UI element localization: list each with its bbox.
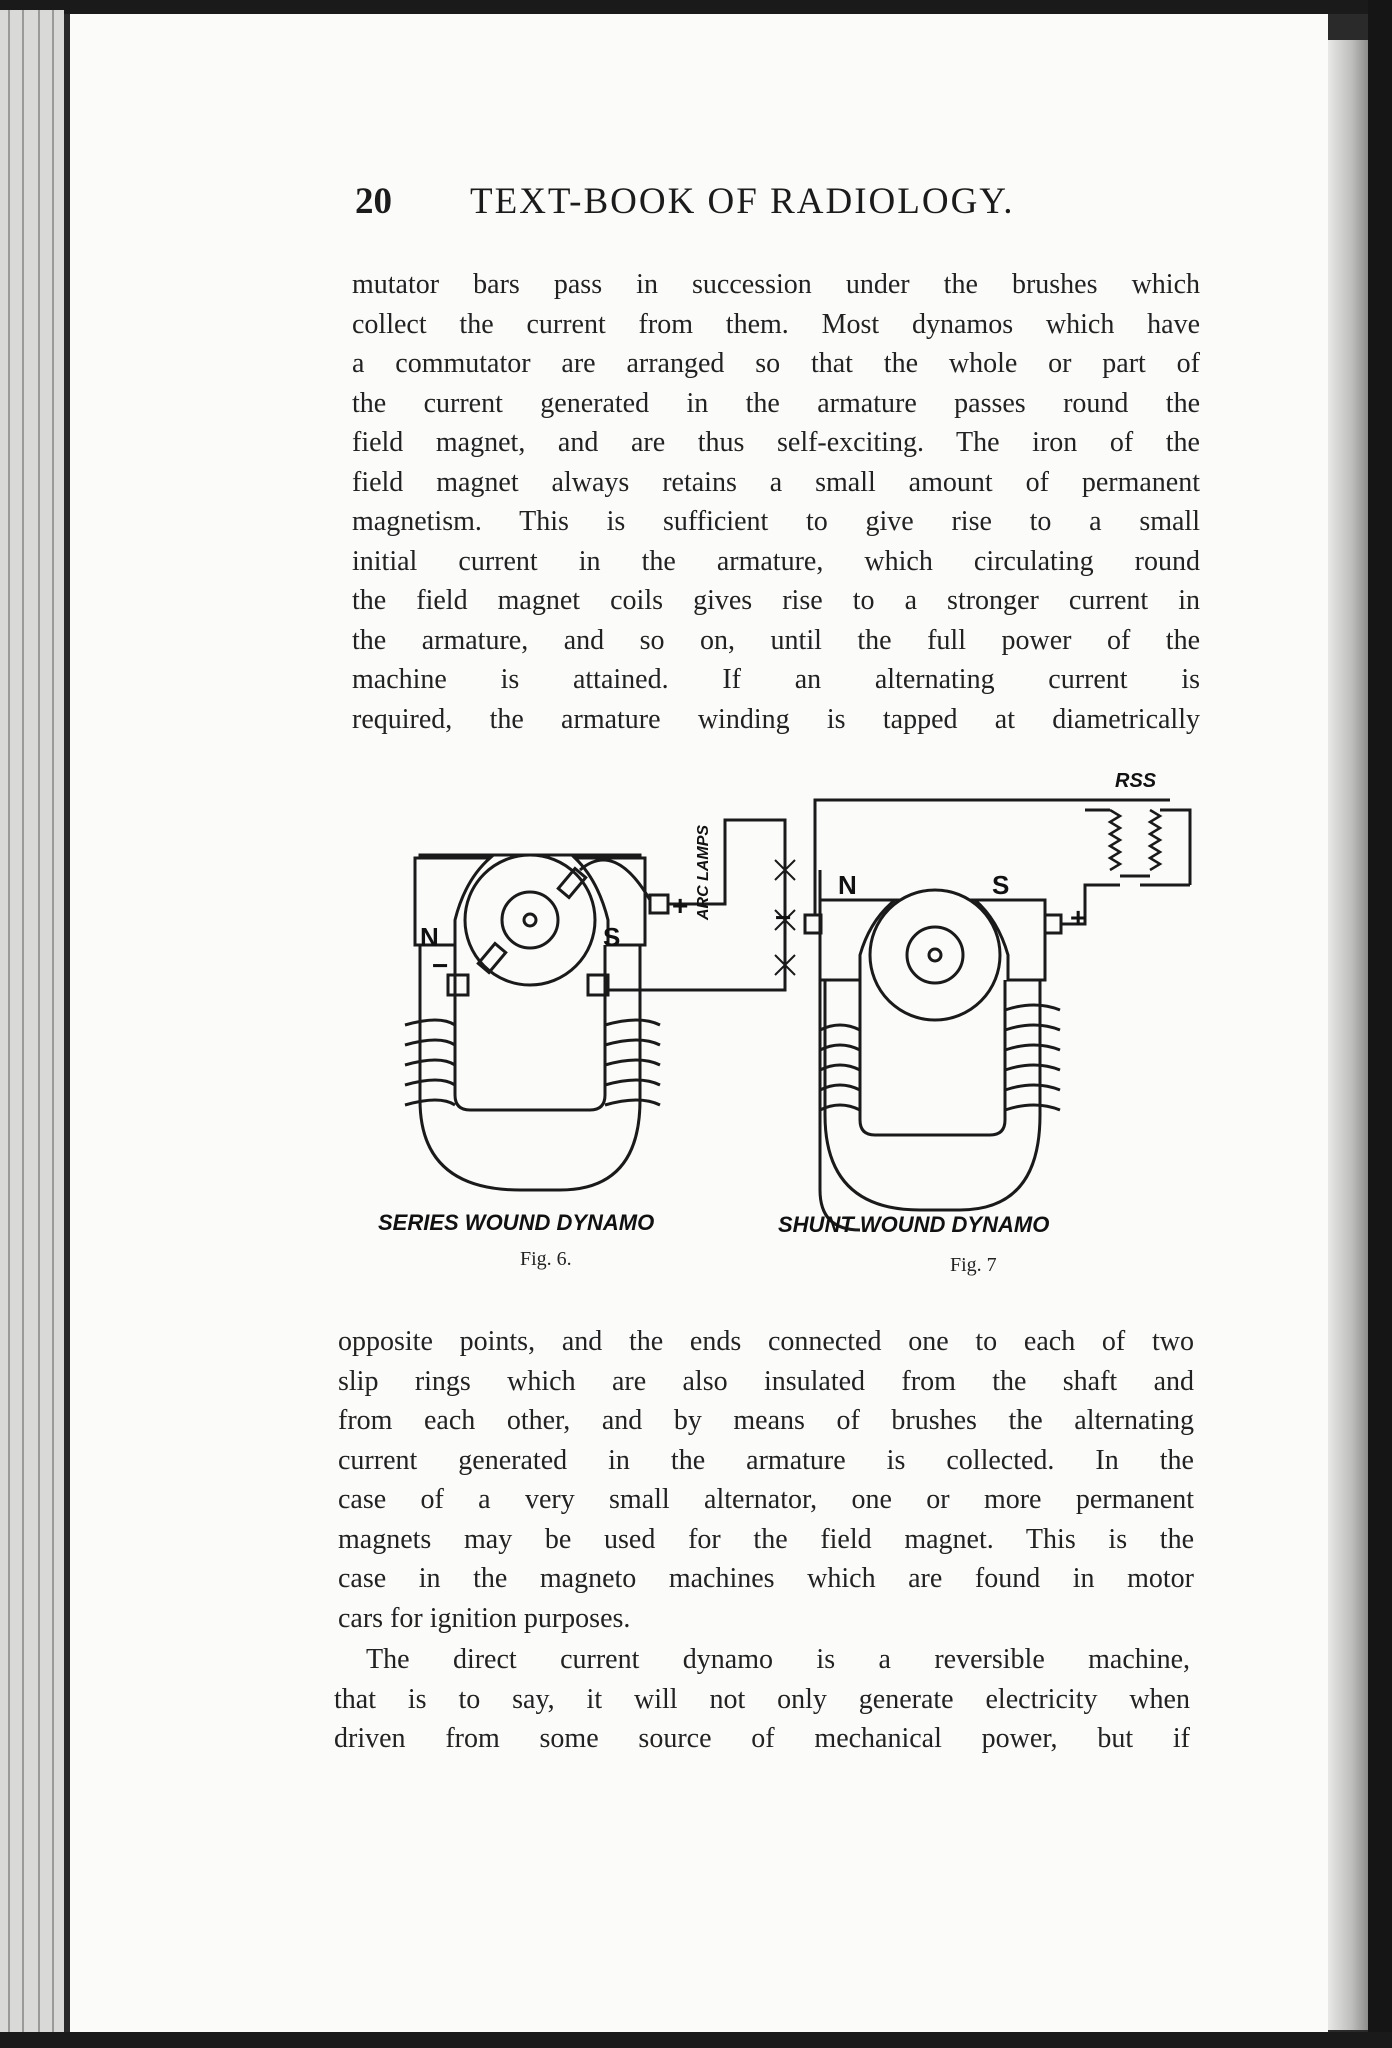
scan-border-bottom xyxy=(0,2032,1392,2048)
page-header xyxy=(355,180,1205,240)
page-fore-edge xyxy=(1328,40,1368,2030)
dynamo-figures xyxy=(350,770,1200,1290)
series-dynamo-caption: SERIES WOUND DYNAMO xyxy=(378,1210,655,1235)
fig-7-label: Fig. 7 xyxy=(950,1254,997,1276)
text-line: collect the current from them. Most dynamos which have xyxy=(352,308,1200,340)
text-line: magnetism. This is sufficient to give rise to a small xyxy=(352,506,1200,537)
text-line: the current generated in the armature passes round the xyxy=(352,387,1200,419)
shunt-dynamo-caption: SHUNT WOUND DYNAMO xyxy=(778,1212,1050,1237)
left-north-label: N xyxy=(420,922,439,952)
text-line: initial current in the armature, which circulating round xyxy=(352,545,1200,577)
text-line: opposite points, and the ends connected one to each of two xyxy=(338,1326,1194,1357)
scan-border-right xyxy=(1368,0,1392,2048)
text-line: that is to say, it will not only generate electricity when xyxy=(334,1683,1190,1715)
left-minus-label: − xyxy=(432,950,449,981)
text-line: current generated in the armature is collected. In the xyxy=(338,1444,1194,1476)
paragraph-2 xyxy=(338,1322,1194,1638)
series-dynamo-diagram xyxy=(405,820,795,1190)
left-south-label: S xyxy=(603,922,621,952)
arc-lamps-label: ARC LAMPS xyxy=(695,824,712,920)
text-line: mutator bars pass in succession under the brushes which xyxy=(352,269,1200,300)
text-line: field magnet always retains a small amount of permanent xyxy=(352,466,1200,498)
text-line: cars for ignition purposes. xyxy=(338,1602,631,1634)
running-title: TEXT-BOOK OF RADIOLOGY. xyxy=(470,181,1015,222)
left-plus-label: + xyxy=(672,890,689,921)
previous-page-edge xyxy=(0,10,64,2038)
text-line: the field magnet coils gives rise to a stronger current in xyxy=(352,585,1200,616)
text-line: machine is attained. If an alternating current is xyxy=(352,664,1200,695)
text-line: slip rings which are also insulated from the shaft and xyxy=(338,1365,1194,1397)
right-minus-label: − xyxy=(775,902,792,933)
text-line: a commutator are arranged so that the whole or part of xyxy=(352,348,1200,379)
text-line: the armature, and so on, until the full power of the xyxy=(352,624,1200,656)
rss-label: RSS xyxy=(1115,770,1157,792)
text-line: case in the magneto machines which are found in motor xyxy=(338,1563,1194,1594)
right-north-label: N xyxy=(838,870,857,900)
text-line: from each other, and by means of brushes the alternating xyxy=(338,1405,1194,1436)
text-line: driven from some source of mechanical power, but if xyxy=(334,1723,1190,1754)
shunt-dynamo-diagram xyxy=(805,800,1190,1230)
text-line: The direct current dynamo is a reversible machine, xyxy=(366,1644,1190,1675)
paragraph-1 xyxy=(352,265,1200,739)
page-number: 20 xyxy=(355,181,392,222)
scan-border-top xyxy=(0,0,1392,14)
fig-6-label: Fig. 6. xyxy=(520,1248,572,1270)
paragraph-3 xyxy=(334,1640,1190,1759)
text-line: magnets may be used for the field magnet. This is the xyxy=(338,1523,1194,1555)
text-line: field magnet, and are thus self-exciting. The iron of the xyxy=(352,427,1200,458)
text-line: case of a very small alternator, one or more permanent xyxy=(338,1484,1194,1515)
text-line: required, the armature winding is tapped at diametrically xyxy=(352,703,1200,735)
right-south-label: S xyxy=(992,870,1010,900)
right-plus-label: + xyxy=(1070,902,1087,933)
